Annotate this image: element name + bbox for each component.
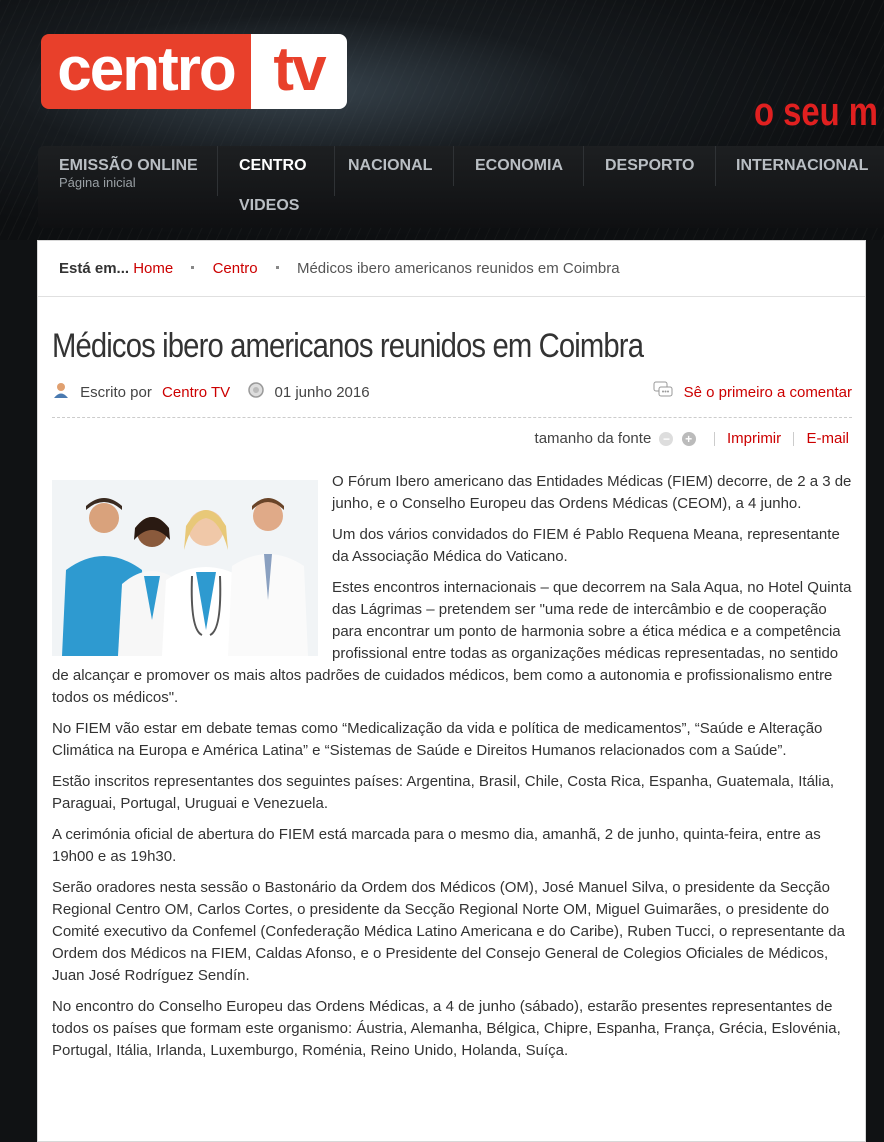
article-panel: [37, 240, 866, 1142]
author-link[interactable]: Centro TV: [162, 383, 231, 401]
nav-label: EMISSÃO ONLINE: [59, 157, 198, 174]
breadcrumb-home-link[interactable]: Home: [133, 260, 174, 277]
paragraph: Estes encontros internacionais – que decorrem na Sala Aqua, no Hotel Quinta das Lágrimas – pretendem ser "uma rede de intercâmbio e de cooperação para encontrar um ponto de harmonia sobre a ética médica e a competência profissional entre todas as organizações médicas representadas, no sentido de alcançar e promover os mais altos padrões de cuidados médicos, bem como a autonomia e profissionalismo entre todos os médicos".: [52, 579, 852, 706]
nav-videos[interactable]: VIDEOS: [239, 197, 300, 214]
breadcrumb: [38, 241, 865, 297]
nav-desporto[interactable]: DESPORTO: [584, 146, 716, 186]
author-icon: [52, 381, 70, 405]
paragraph: Estão inscritos representantes dos seguintes países: Argentina, Brasil, Chile, Costa Rica, Espanha, Guatemala, Itália, Paraguai, Portugal, Uruguai e Venezuela.: [52, 773, 835, 812]
nav-emissao-online[interactable]: [38, 146, 218, 196]
article-body: [52, 471, 852, 1071]
email-link[interactable]: E-mail: [806, 430, 849, 447]
paragraph: O Fórum Ibero americano das Entidades Médicas (FIEM) decorre, de 2 a 3 de junho, e o Conselho Europeu das Ordens Médicas (CEOM), a 4 junho.: [332, 473, 852, 512]
doctors-illustration: [52, 480, 318, 656]
comment-icon: [653, 381, 673, 405]
tools-separator: [714, 432, 715, 446]
breadcrumb-centro-link[interactable]: Centro: [212, 260, 258, 277]
nav-economia[interactable]: ECONOMIA: [454, 146, 584, 186]
main-nav: [38, 146, 884, 228]
print-link[interactable]: Imprimir: [726, 430, 782, 447]
centro-tv-logo[interactable]: [41, 34, 361, 109]
article-meta: [52, 381, 852, 405]
doctors-photo: [52, 480, 318, 656]
paragraph: Serão oradores nesta sessão o Bastonário da Ordem dos Médicos (OM), José Manuel Silva, o presidente da Secção Regional Centro OM, Carlos Cortes, o presidente da Secção Regional Norte OM, Miguel Guimarães, o presidente do Comité executivo da Confemel (Confederação Médica Latino Americana e do Caribe), Ruben Tucci, o representante da Ordem dos Médicos na FIEM, Caldas Afonso, e o Presidente del Consejo General de Colegios Oficiales de Médicos, Juan José Rodríguez Sendín.: [52, 879, 845, 984]
paragraph: No encontro do Conselho Europeu das Ordens Médicas, a 4 de junho (sábado), estarão presentes representantes de todos os países que formam este organismo: Áustria, Alemanha, Bélgica, Chipre, Espanha, França, Grécia, Eslovénia, Portugal, Itália, Irlanda, Luxemburgo, Roménia, Reino Unido, Holanda, Suíça.: [52, 998, 841, 1059]
article-date: 01 junho 2016: [274, 383, 370, 401]
paragraph: No FIEM vão estar em debate temas como “Medicalização da vida e política de medicamentos”, “Saúde e Alteração Climática na Europa e América Latina” e “Sistemas de Saúde e Direitos Humanos relacionados com a Saúde”.: [52, 720, 823, 759]
clock-icon: [248, 382, 264, 404]
paragraph: A cerimónia oficial de abertura do FIEM está marcada para o mesmo dia, amanhã, 2 de junho, quinta-feira, entre as 19h00 e as 19h30.: [52, 826, 821, 865]
breadcrumb-separator: [191, 266, 194, 269]
comment-link[interactable]: Sê o primeiro a comentar: [683, 383, 852, 401]
article-tools: [535, 429, 849, 449]
font-increase-icon[interactable]: +: [682, 432, 696, 446]
tools-separator: [793, 432, 794, 446]
logo-word-centro: centro: [41, 34, 251, 109]
breadcrumb-separator: [276, 266, 279, 269]
nav-sublabel: Página inicial: [59, 175, 136, 190]
breadcrumb-prefix: Está em...: [59, 260, 130, 277]
breadcrumb-current: Médicos ibero americanos reunidos em Coimbra: [296, 260, 620, 277]
paragraph: Um dos vários convidados do FIEM é Pablo Requena Meana, representante da Associação Médica do Vaticano.: [332, 526, 840, 565]
nav-internacional[interactable]: INTERNACIONAL: [736, 157, 869, 174]
font-decrease-icon[interactable]: −: [659, 432, 673, 446]
written-by-label: Escrito por: [80, 383, 152, 401]
nav-nacional[interactable]: NACIONAL: [327, 146, 454, 186]
font-size-label: tamanho da fonte: [534, 430, 652, 447]
slogan: o seu m: [754, 90, 878, 134]
article-title: Médicos ibero americanos reunidos em Coimbra: [52, 327, 644, 365]
logo-word-tv: tv: [251, 34, 347, 109]
divider: [52, 417, 852, 418]
nav-centro[interactable]: CENTRO: [218, 146, 335, 196]
comment-link-wrap[interactable]: [653, 381, 852, 405]
